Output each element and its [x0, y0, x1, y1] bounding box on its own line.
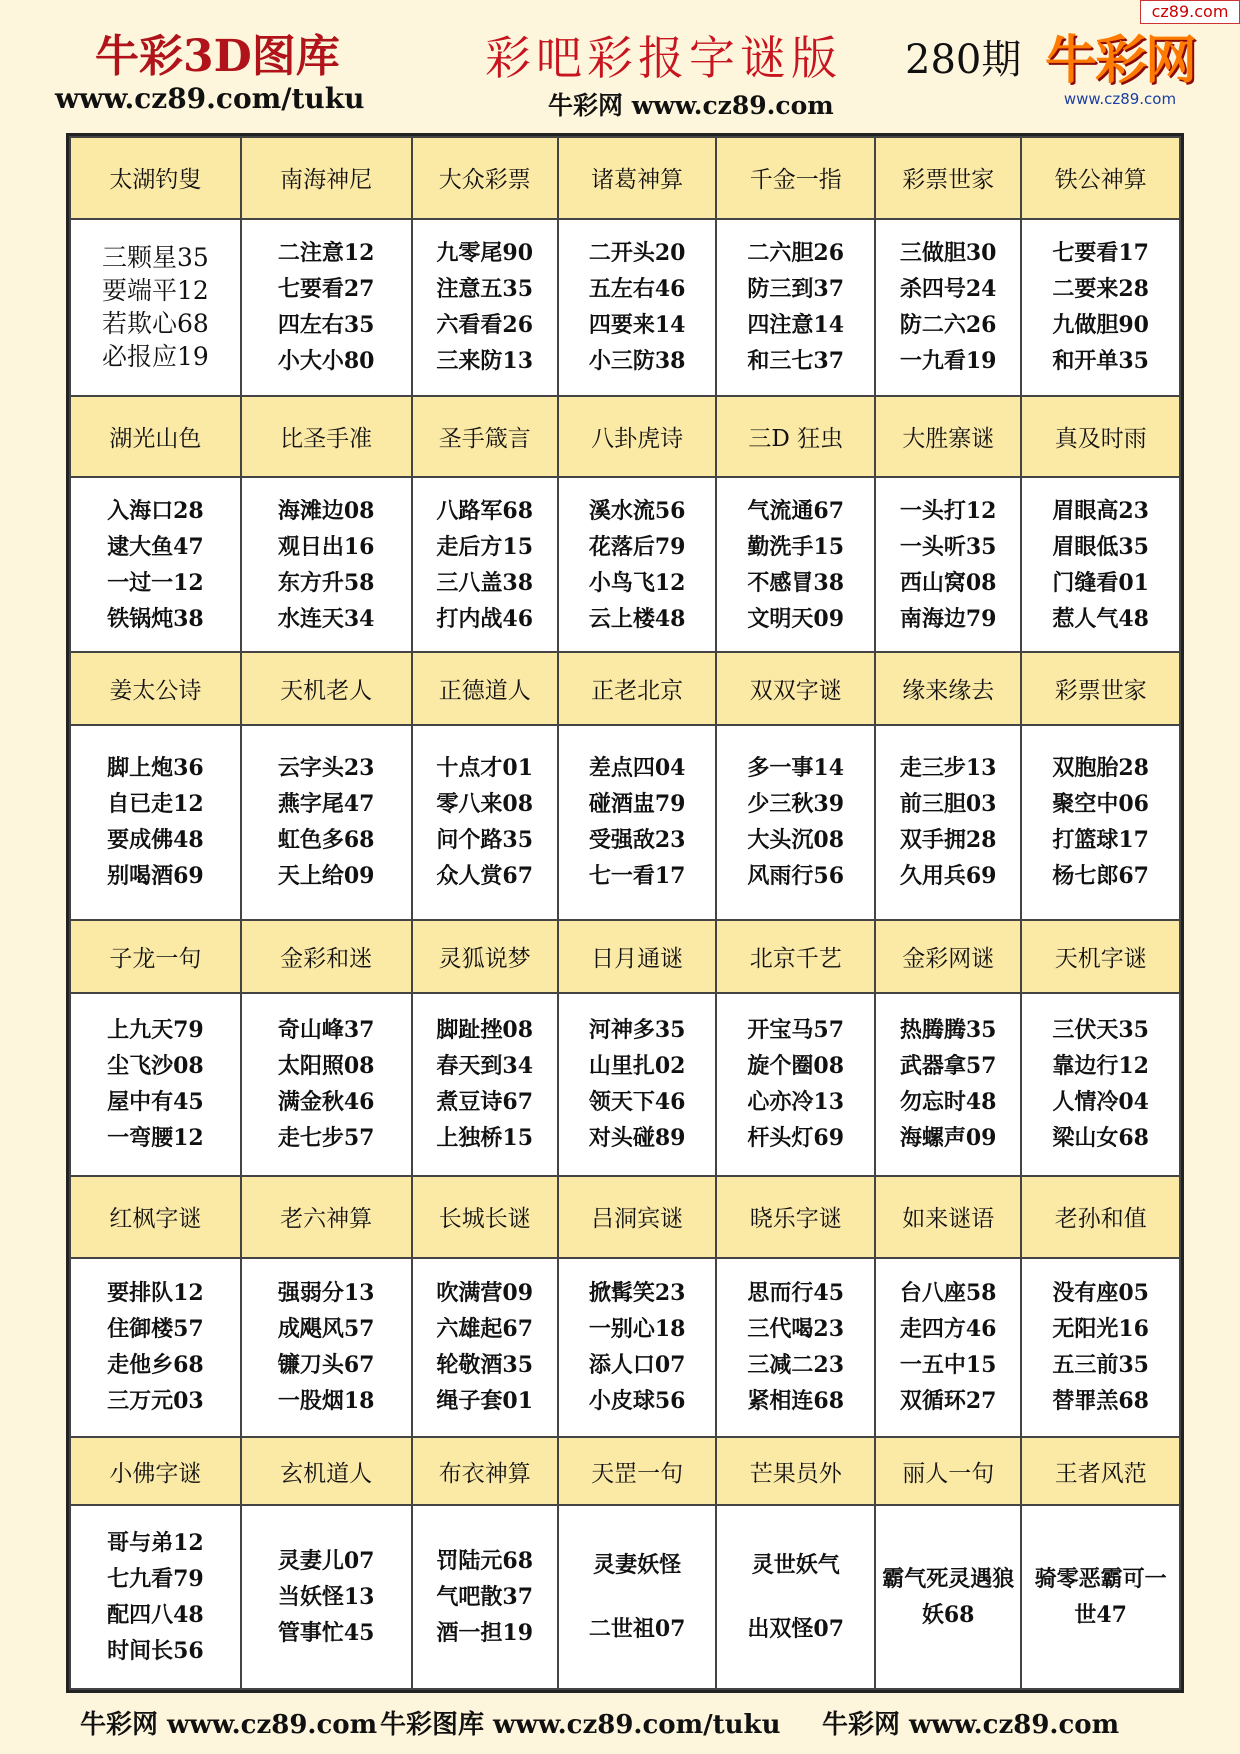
expert-title: 玄机道人: [241, 1437, 412, 1506]
riddle-line: 小三防38: [588, 348, 686, 375]
riddle-line: 小鸟飞12: [588, 569, 686, 596]
riddle-cell: [875, 993, 1021, 1176]
riddle-line: 四左右35: [277, 312, 375, 339]
riddle-line: 时间长56: [107, 1638, 204, 1665]
footer-link-site-2[interactable]: 牛彩网 www.cz89.com: [822, 1710, 1120, 1740]
riddle-line: 惹人气48: [1052, 605, 1149, 632]
riddle-line: 吹满营09: [436, 1280, 534, 1307]
expert-title: 三D 狂虫: [716, 396, 875, 478]
riddle-line: 出双怪07: [747, 1616, 845, 1643]
expert-title: 灵狐说梦: [412, 920, 558, 993]
expert-title: 芒果员外: [716, 1437, 875, 1506]
footer-link-site[interactable]: 牛彩网 www.cz89.com: [80, 1710, 378, 1740]
footer-link-tuku[interactable]: 牛彩图库 www.cz89.com/tuku: [380, 1710, 781, 1740]
footer: [0, 1704, 1240, 1744]
title-row: [70, 1437, 1180, 1506]
riddle-line: 当妖怪13: [277, 1584, 375, 1611]
expert-title: 真及时雨: [1021, 396, 1180, 478]
riddle-cell: [1021, 219, 1180, 396]
riddle-line: [717, 1583, 874, 1611]
expert-title: 圣手箴言: [412, 396, 558, 478]
riddle-line: 罚陆元68: [436, 1548, 534, 1575]
riddle-line: 云上楼48: [588, 605, 686, 632]
riddle-line: 无阳光16: [1052, 1316, 1149, 1343]
riddle-line: 二开头20: [588, 240, 686, 267]
riddle-cell: [558, 1505, 717, 1689]
expert-title: 大众彩票: [412, 137, 558, 219]
riddle-line: 勿忘时48: [899, 1089, 997, 1116]
title-row: [70, 137, 1180, 219]
riddle-cell: [558, 219, 717, 396]
riddle-line: 小大小80: [277, 348, 375, 375]
expert-title: 诸葛神算: [558, 137, 717, 219]
riddle-cell: [716, 219, 875, 396]
riddle-line: 勤洗手15: [747, 533, 845, 560]
riddle-line: 双胞胎28: [1052, 755, 1149, 782]
riddle-line: 问个路35: [436, 827, 534, 854]
title-row: [70, 1176, 1180, 1258]
expert-title: 正德道人: [412, 652, 558, 725]
expert-title: 北京千艺: [716, 920, 875, 993]
riddle-line: 开宝马57: [747, 1017, 845, 1044]
expert-title: 老六神算: [241, 1176, 412, 1258]
riddle-line: 门缝看01: [1052, 569, 1149, 596]
riddle-line: 灵妻妖怪: [593, 1552, 682, 1579]
riddle-line: 观日出16: [277, 533, 375, 560]
riddle-line: 奇山峰37: [277, 1017, 375, 1044]
riddle-line: 天上给09: [277, 863, 375, 890]
riddle-line: 煮豆诗67: [436, 1089, 534, 1116]
riddle-cell: [412, 1505, 558, 1689]
riddle-line: 风雨行56: [747, 863, 845, 890]
riddle-line: 三八盖38: [436, 569, 534, 596]
issue-number: 280期: [905, 37, 1022, 83]
riddle-line: 春天到34: [436, 1053, 534, 1080]
site-url[interactable]: 牛彩网 www.cz89.com: [548, 91, 834, 120]
riddle-line: 梁山女68: [1052, 1125, 1149, 1152]
riddle-line: 一头听35: [899, 533, 997, 560]
expert-title: 八卦虎诗: [558, 396, 717, 478]
expert-title: 晓乐字谜: [716, 1176, 875, 1258]
expert-title: 比圣手准: [241, 396, 412, 478]
riddle-line: 东方升58: [277, 569, 375, 596]
content-row: [70, 725, 1180, 920]
riddle-line: 前三胆03: [899, 791, 997, 818]
riddle-cell: [70, 219, 241, 396]
riddle-cell: [412, 477, 558, 652]
riddle-line: 七九看79: [107, 1566, 204, 1593]
logo-text: 牛彩网: [1044, 30, 1195, 91]
riddle-line: 酒一担19: [436, 1620, 534, 1647]
riddle-line: 一过一12: [107, 569, 204, 596]
riddle-cell: [1021, 1258, 1180, 1437]
riddle-cell: [716, 725, 875, 920]
riddle-line: 铁锅炖38: [107, 605, 204, 632]
expert-title: 彩票世家: [1021, 652, 1180, 725]
expert-title: 千金一指: [716, 137, 875, 219]
riddle-line: 三颗星35: [101, 243, 209, 273]
riddle-cell: [1021, 1505, 1180, 1689]
expert-title: 湖光山色: [70, 396, 241, 478]
riddle-cell: [412, 1258, 558, 1437]
riddle-line: 和三七37: [747, 348, 845, 375]
riddle-line: 零八来08: [436, 791, 534, 818]
riddle-line: 自已走12: [107, 791, 204, 818]
riddle-line: 久用兵69: [899, 863, 997, 890]
expert-title: 太湖钓叟: [70, 137, 241, 219]
expert-title: 天机字谜: [1021, 920, 1180, 993]
riddle-line: 气吧散37: [436, 1584, 534, 1611]
riddle-cell: [558, 725, 717, 920]
riddle-line: 配四八48: [107, 1602, 204, 1629]
riddle-cell: [875, 477, 1021, 652]
riddle-line: 南海边79: [899, 605, 997, 632]
riddle-line: 人情冷04: [1052, 1089, 1149, 1116]
riddle-cell: [70, 1258, 241, 1437]
content-row: [70, 1258, 1180, 1437]
riddle-cell: [875, 725, 1021, 920]
riddle-line: 住御楼57: [107, 1316, 204, 1343]
riddle-line: 溪水流56: [588, 497, 686, 524]
riddle-line: 三伏天35: [1052, 1017, 1149, 1044]
riddle-cell: [70, 1505, 241, 1689]
riddle-line: 心亦冷13: [747, 1089, 845, 1116]
riddle-line: 一头打12: [899, 497, 997, 524]
expert-title: 如来谜语: [875, 1176, 1021, 1258]
riddle-line: 受强敌23: [588, 827, 686, 854]
riddle-line: 防三到37: [747, 276, 845, 303]
riddle-line: 碰酒盅79: [588, 791, 686, 818]
riddle-line: 脚趾挫08: [436, 1017, 534, 1044]
riddle-line: 绳子套01: [436, 1388, 534, 1415]
riddle-line: 霸气死灵遇狼: [882, 1566, 1015, 1593]
riddle-line: 没有座05: [1052, 1280, 1149, 1307]
riddle-line: 七一看17: [588, 863, 686, 890]
riddle-line: 八路军68: [436, 497, 534, 524]
riddle-line: 花落后79: [588, 533, 686, 560]
riddle-line: 三减二23: [747, 1352, 845, 1379]
riddle-line: 镰刀头67: [277, 1352, 375, 1379]
riddle-cell: [875, 1505, 1021, 1689]
riddle-line: 二要来28: [1052, 276, 1149, 303]
riddle-cell: [412, 219, 558, 396]
riddle-line: 若欺心68: [101, 309, 209, 339]
riddle-line: 燕字尾47: [277, 791, 375, 818]
riddle-line: 三代喝23: [747, 1316, 845, 1343]
riddle-line: 水连天34: [277, 605, 375, 632]
riddle-cell: [241, 725, 412, 920]
riddle-line: 哥与弟12: [107, 1530, 204, 1557]
expert-title: 彩票世家: [875, 137, 1021, 219]
riddle-line: 灵世妖气: [751, 1552, 840, 1579]
site-badge[interactable]: cz89.com: [1140, 0, 1240, 24]
riddle-cell: [1021, 477, 1180, 652]
riddle-line: 脚上炮36: [107, 755, 204, 782]
tuku-url[interactable]: www.cz89.com/tuku: [55, 82, 365, 115]
expert-title: 吕洞宾谜: [558, 1176, 717, 1258]
riddle-cell: [70, 993, 241, 1176]
riddle-line: 山里扎02: [588, 1053, 686, 1080]
riddle-line: 掀髯笑23: [588, 1280, 686, 1307]
riddle-line: 十点才01: [436, 755, 534, 782]
riddle-line: 海螺声09: [899, 1125, 997, 1152]
riddle-line: 上九天79: [107, 1017, 204, 1044]
riddle-cell: [558, 993, 717, 1176]
riddle-cell: [1021, 993, 1180, 1176]
riddle-line: 聚空中06: [1052, 791, 1149, 818]
riddle-line: 三做胆30: [899, 240, 997, 267]
riddle-table: [69, 136, 1181, 1690]
expert-title: 长城长谜: [412, 1176, 558, 1258]
riddle-line: 台八座58: [899, 1280, 997, 1307]
riddle-line: 屋中有45: [107, 1089, 204, 1116]
riddle-line: 七要看27: [277, 276, 375, 303]
riddle-line: 一别心18: [588, 1316, 686, 1343]
riddle-line: 要端平12: [101, 276, 209, 306]
niucai-logo: [1040, 12, 1200, 114]
expert-title: 正老北京: [558, 652, 717, 725]
content-row: [70, 993, 1180, 1176]
riddle-line: 世47: [1074, 1602, 1127, 1629]
riddle-line: 太阳照08: [277, 1053, 375, 1080]
riddle-line: 众人赏67: [436, 863, 534, 890]
riddle-line: 海滩边08: [277, 497, 375, 524]
riddle-line: 替罪羔68: [1052, 1388, 1149, 1415]
riddle-line: 一五中15: [899, 1352, 997, 1379]
riddle-line: 云字头23: [277, 755, 375, 782]
riddle-cell: [412, 993, 558, 1176]
riddle-line: 走四方46: [899, 1316, 997, 1343]
riddle-line: 二世祖07: [588, 1616, 686, 1643]
logo-url: www.cz89.com: [1063, 90, 1177, 108]
riddle-line: 上独桥15: [436, 1125, 534, 1152]
riddle-cell: [716, 1258, 875, 1437]
riddle-line: 领天下46: [588, 1089, 686, 1116]
expert-title: 老孙和值: [1021, 1176, 1180, 1258]
riddle-line: 灵妻儿07: [277, 1548, 375, 1575]
riddle-line: 走后方15: [436, 533, 534, 560]
riddle-cell: [412, 725, 558, 920]
riddle-cell: [875, 219, 1021, 396]
riddle-line: 差点四04: [588, 755, 686, 782]
riddle-cell: [241, 1505, 412, 1689]
title-row: [70, 920, 1180, 993]
riddle-line: 旋个圈08: [747, 1053, 845, 1080]
expert-title: 金彩和迷: [241, 920, 412, 993]
riddle-line: 九零尾90: [436, 240, 534, 267]
riddle-line: 双手拥28: [899, 827, 997, 854]
riddle-line: 二六胆26: [747, 240, 845, 267]
riddle-line: 满金秋46: [277, 1089, 375, 1116]
expert-title: 南海神尼: [241, 137, 412, 219]
riddle-line: 六看看26: [436, 312, 534, 339]
riddle-line: 杆头灯69: [747, 1125, 845, 1152]
riddle-line: [559, 1583, 716, 1611]
riddle-line: 双循环27: [899, 1388, 997, 1415]
riddle-cell: [558, 477, 717, 652]
riddle-line: 少三秋39: [747, 791, 845, 818]
riddle-line: 添人口07: [588, 1352, 686, 1379]
expert-title: 双双字谜: [716, 652, 875, 725]
riddle-line: 不感冒38: [747, 569, 845, 596]
riddle-line: 必报应19: [101, 342, 209, 372]
riddle-line: 防二六26: [899, 312, 997, 339]
riddle-line: 杀四号24: [899, 276, 997, 303]
riddle-line: 打篮球17: [1052, 827, 1149, 854]
riddle-line: 注意五35: [436, 276, 534, 303]
riddle-line: 一九看19: [899, 348, 997, 375]
riddle-line: 五左右46: [588, 276, 686, 303]
riddle-line: 轮敬酒35: [436, 1352, 534, 1379]
riddle-cell: [241, 1258, 412, 1437]
expert-title: 金彩网谜: [875, 920, 1021, 993]
title-row: [70, 652, 1180, 725]
riddle-line: 打内战46: [436, 605, 534, 632]
riddle-line: 别喝酒69: [107, 863, 204, 890]
riddle-line: 逮大鱼47: [107, 533, 204, 560]
title-row: [70, 396, 1180, 478]
riddle-line: 和开单35: [1052, 348, 1149, 375]
riddle-line: 管事忙45: [277, 1620, 375, 1647]
content-row: [70, 477, 1180, 652]
riddle-line: 骑零恶霸可一: [1034, 1566, 1167, 1593]
expert-title: 丽人一句: [875, 1437, 1021, 1506]
riddle-line: 文明天09: [747, 605, 845, 632]
riddle-line: 九做胆90: [1052, 312, 1149, 339]
riddle-cell: [716, 993, 875, 1176]
riddle-line: 要成佛48: [107, 827, 204, 854]
riddle-line: 五三前35: [1052, 1352, 1149, 1379]
riddle-cell: [1021, 725, 1180, 920]
riddle-line: 六雄起67: [436, 1316, 534, 1343]
riddle-line: 思而行45: [747, 1280, 845, 1307]
riddle-line: 四注意14: [747, 312, 845, 339]
riddle-cell: [558, 1258, 717, 1437]
brand-title: 牛彩3D图库: [95, 31, 340, 82]
riddle-line: 热腾腾35: [899, 1017, 997, 1044]
expert-title: 日月通谜: [558, 920, 717, 993]
riddle-line: 走三步13: [899, 755, 997, 782]
riddle-cell: [70, 725, 241, 920]
riddle-line: 强弱分13: [277, 1280, 375, 1307]
riddle-line: 一弯腰12: [107, 1125, 204, 1152]
expert-title: 布衣神算: [412, 1437, 558, 1506]
expert-title: 大胜寨谜: [875, 396, 1021, 478]
expert-title: 缘来缘去: [875, 652, 1021, 725]
riddle-line: 眉眼低35: [1052, 533, 1149, 560]
riddle-line: 小皮球56: [588, 1388, 686, 1415]
content-row: [70, 219, 1180, 396]
riddle-line: 二注意12: [277, 240, 375, 267]
riddle-line: 河神多35: [588, 1017, 686, 1044]
riddle-line: 一股烟18: [277, 1388, 375, 1415]
riddle-line: 虹色多68: [277, 827, 375, 854]
riddle-line: 走七步57: [277, 1125, 375, 1152]
expert-title: 子龙一句: [70, 920, 241, 993]
riddle-line: 尘飞沙08: [107, 1053, 204, 1080]
expert-title: 姜太公诗: [70, 652, 241, 725]
riddle-line: 大头沉08: [747, 827, 845, 854]
riddle-line: 武器拿57: [899, 1053, 997, 1080]
riddle-line: 妖68: [921, 1602, 975, 1629]
riddle-line: 四要来14: [588, 312, 686, 339]
riddle-line: 走他乡68: [107, 1352, 204, 1379]
riddle-line: 杨七郎67: [1052, 863, 1149, 890]
riddle-line: 气流通67: [747, 497, 845, 524]
riddle-cell: [241, 993, 412, 1176]
riddle-line: 紧相连68: [747, 1388, 845, 1415]
expert-title: 小佛字谜: [70, 1437, 241, 1506]
riddle-line: 要排队12: [107, 1280, 204, 1307]
riddle-line: 三万元03: [107, 1388, 204, 1415]
riddle-line: 眉眼高23: [1052, 497, 1149, 524]
riddle-cell: [241, 219, 412, 396]
riddle-line: 靠边行12: [1052, 1053, 1149, 1080]
paper-title: 彩吧彩报字谜版: [485, 31, 842, 85]
expert-title: 天罡一句: [558, 1437, 717, 1506]
riddle-line: 西山窝08: [899, 569, 997, 596]
content-row: [70, 1505, 1180, 1689]
riddle-line: 成飓风57: [277, 1316, 375, 1343]
riddle-line: 对头碰89: [588, 1125, 686, 1152]
riddle-line: 多一事14: [747, 755, 845, 782]
riddle-cell: [241, 477, 412, 652]
expert-title: 红枫字谜: [70, 1176, 241, 1258]
riddle-line: 入海口28: [107, 497, 204, 524]
expert-title: 王者风范: [1021, 1437, 1180, 1506]
riddle-cell: [716, 477, 875, 652]
expert-title: 天机老人: [241, 652, 412, 725]
riddle-cell: [70, 477, 241, 652]
riddle-line: 三来防13: [436, 348, 534, 375]
riddle-grid: [66, 133, 1184, 1693]
riddle-cell: [875, 1258, 1021, 1437]
riddle-line: 七要看17: [1052, 240, 1149, 267]
expert-title: 铁公神算: [1021, 137, 1180, 219]
riddle-cell: [716, 1505, 875, 1689]
